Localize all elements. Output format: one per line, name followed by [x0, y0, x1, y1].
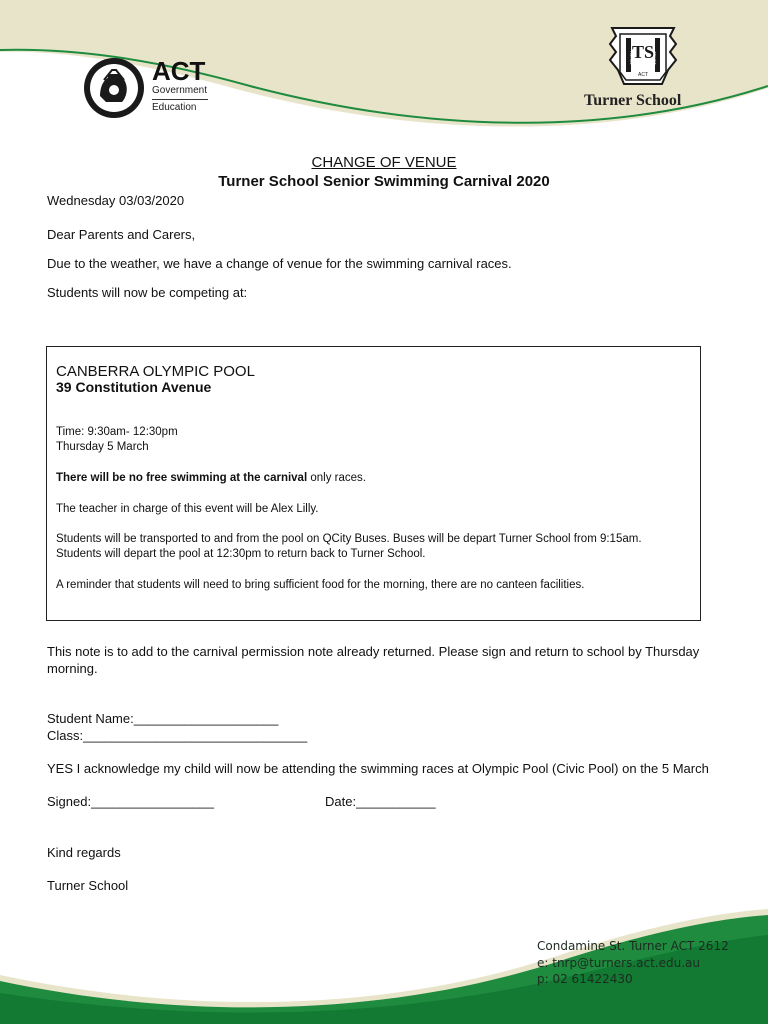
school-name: Turner School	[584, 92, 682, 109]
weather-paragraph: Due to the weather, we have a change of venue for the swimming carnival races.	[47, 256, 512, 271]
food-reminder: A reminder that students will need to bring sufficient food for the morning, there are no canteen facilities.	[56, 579, 585, 591]
act-word: ACT	[152, 56, 206, 86]
footer-phone: p: 02 61422430	[537, 972, 633, 986]
letter-date: Wednesday 03/03/2020	[47, 193, 185, 208]
signoff: Turner School	[47, 878, 129, 893]
teacher-notice: The teacher in charge of this event will be Alex Lilly.	[56, 503, 319, 515]
class-field: Class:_______________________________	[47, 728, 308, 743]
school-crest-icon	[604, 22, 682, 92]
note-line-2: morning.	[47, 661, 98, 676]
no-free-swimming-notice	[56, 471, 366, 486]
venue-day: Thursday 5 March	[56, 441, 149, 453]
no-free-swimming-rest: only races.	[307, 472, 366, 484]
act-crest-icon	[82, 56, 146, 120]
acknowledgement: YES I acknowledge my child will now be attending the swimming races at Olympic Pool (Civic Pool) on the 5 March	[47, 761, 709, 776]
letter-subtitle: Turner School Senior Swimming Carnival 2020	[218, 173, 550, 190]
student-name-field: Student Name:____________________	[47, 711, 279, 726]
venue-address: 39 Constitution Avenue	[56, 379, 212, 395]
crest-left-text: TRUTH	[628, 51, 634, 65]
act-divider	[152, 99, 208, 100]
competing-paragraph: Students will now be competing at:	[47, 285, 248, 300]
signed-field: Signed:_________________	[47, 794, 215, 809]
act-education-text: Education	[152, 102, 197, 113]
crest-right-text: TRUST	[652, 51, 658, 65]
transport-line-1: Students will be transported to and from the pool on QCity Buses. Buses will be depart Turner School from 9:15am.	[56, 533, 642, 545]
date-field: Date:___________	[325, 794, 436, 809]
act-logo-text	[152, 58, 208, 113]
greeting: Dear Parents and Carers,	[47, 227, 196, 242]
crest-bottom-text: ACT	[638, 72, 648, 78]
venue-time: Time: 9:30am- 12:30pm	[56, 426, 178, 438]
letter-title: CHANGE OF VENUE	[311, 154, 457, 171]
act-government-text: Government	[152, 85, 208, 96]
crest-letters: TS	[631, 42, 655, 62]
note-line-1: This note is to add to the carnival permission note already returned. Please sign and return to school by Thursday	[47, 644, 700, 659]
footer-street: Condamine St. Turner ACT 2612	[537, 939, 729, 953]
no-free-swimming-bold: There will be no free swimming at the carnival	[56, 472, 308, 484]
footer-email[interactable]: e: tnrp@turners.act.edu.au	[537, 956, 700, 970]
venue-name: CANBERRA OLYMPIC POOL	[56, 363, 255, 380]
transport-line-2: Students will depart the pool at 12:30pm to return back to Turner School.	[56, 548, 426, 560]
kind-regards: Kind regards	[47, 845, 121, 860]
